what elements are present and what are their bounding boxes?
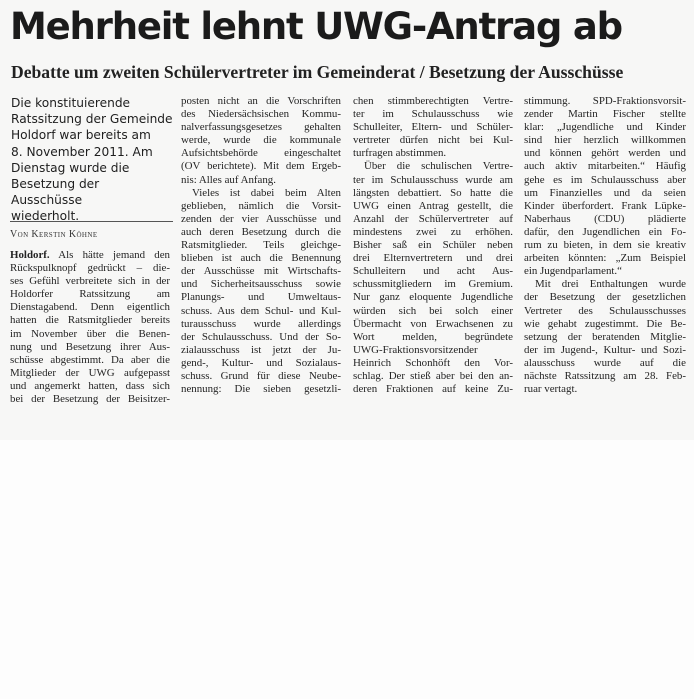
text-line: alausschuss wurde auf die	[524, 356, 686, 369]
text-line: Naberhaus (CDU) plädierte	[524, 212, 686, 225]
text-line: nis: Alles auf Anfang.	[181, 173, 276, 186]
text-line: arbeiten könnten: „Zum Beispiel	[524, 252, 686, 265]
text-line: Rückspulknopf gedrückt – die-	[10, 262, 170, 275]
article-column-1	[10, 249, 170, 406]
text-line: Schulleitern und acht Aus-	[353, 265, 513, 278]
intro-line: Ratssitzung der Gemeinde	[11, 112, 173, 127]
text-line: vertreter dürfen nicht bei Kul-	[353, 134, 513, 147]
byline-divider	[10, 221, 173, 222]
text-line: sind hier herzlich willkommen	[524, 134, 686, 147]
text-line: nung und Besetzung ihrer Aus-	[10, 340, 170, 353]
intro-line: Die konstituierende	[11, 96, 131, 110]
text-line: auch deren Besetzung durch die	[181, 225, 341, 238]
dateline: Holdorf.	[10, 249, 50, 261]
text-line: bei der Besetzung der Beisitzer-	[10, 393, 170, 406]
text-line: Nur ganz eloquente Jugendliche	[353, 291, 513, 304]
text-line: Übermacht von Erwachsenen zu	[353, 317, 513, 330]
text-line: der im Jugend-, Kultur- und Sozi-	[524, 343, 686, 356]
text-line: Ratsmitglieder. Teils gleichge-	[181, 239, 341, 252]
text-line: Planungs- und Umweltaus-	[181, 291, 341, 304]
text-line: Anzahl der Schülervertreter auf	[353, 212, 513, 225]
text-line: (OV berichtete). Mit dem Ergeb-	[181, 160, 341, 173]
text-line: ter im Schulausschuss wie	[353, 108, 513, 121]
text-line: schuss. Grund für diese Neube-	[181, 369, 341, 382]
text-line: rum zu bieten, in dem sie kreativ	[524, 239, 686, 252]
text-line: drei Elternvertretern und drei	[353, 252, 513, 265]
text-line: nächste Ratssitzung am 28. Feb-	[524, 369, 686, 382]
text-line: schüsse abgestimmt. Da aber die	[10, 353, 170, 366]
text-line: und können gehört werden und	[524, 147, 686, 160]
text-line: klar: „Jugendliche und Kinder	[524, 121, 686, 134]
text-line: würden sich bei solch einer	[353, 304, 513, 317]
text-line: der Besetzung der gesetzlichen	[524, 291, 686, 304]
text-line: turausschuss wurde allerdings	[181, 317, 341, 330]
text-line: Aufsichtsbehörde eingeschaltet	[181, 147, 341, 160]
text-line: werde, wurde die kommunale	[181, 134, 341, 147]
text-line: Mitglieder der UWG aufgepasst	[10, 366, 170, 379]
text-line: dafür, den Jugendlichen ein Fo-	[524, 225, 686, 238]
text-line: stimmung. SPD-Fraktionsvorsit-	[524, 95, 686, 107]
article-column-4	[524, 95, 686, 396]
article-column-2	[181, 95, 341, 396]
text-line: Vertreter des Schulausschusses	[524, 304, 686, 317]
text-line: Vieles ist dabei beim Alten	[192, 186, 341, 199]
text-line: schussmitgliedern im Gremium.	[353, 278, 513, 291]
text-line: deren Fraktionen auf keine Zu-	[353, 383, 513, 396]
text-line: turfragen abstimmen.	[353, 147, 447, 160]
text-line: der Ausschüsse mit Wirtschafts-	[181, 265, 341, 278]
article-column-3	[353, 95, 513, 396]
text-line: Bisher saß ein Schüler neben	[353, 239, 513, 252]
intro-line: Dienstag wurde die	[11, 160, 130, 175]
text-line: UWG einen Antrag gestellt, die	[353, 199, 513, 212]
text-line: der Schulausschuss. Und der So-	[181, 330, 341, 343]
text-line: blieben ist auch die Benennung	[181, 252, 341, 265]
text-line: setzung der beratenden Mitglie-	[524, 330, 686, 343]
text-line: und angemerkt hatten, dass sich	[10, 379, 170, 392]
intro-line: Holdorf war bereits am	[11, 128, 151, 143]
text-line: schlag. Der stieß aber bei den an-	[353, 369, 513, 382]
text-line	[10, 249, 170, 262]
text-line: gend-, Kultur- und Sozialaus-	[181, 356, 341, 369]
text-line: hatten die Ratsmitglieder bereits	[10, 314, 170, 327]
text-line: auch aktiv mitarbeiten.“ Häufig	[524, 160, 686, 173]
text-line: mindestens zwei zu erhöhen.	[353, 225, 513, 238]
text-line: nalverfassungsgesetzes gehalten	[181, 121, 341, 134]
text-line: geblieben, nämlich die Vorsit-	[181, 199, 341, 212]
text-line: Kinder überfordert. Frank Lüpke-	[524, 199, 686, 212]
text-line: ter im Schulausschuss wurde am	[353, 173, 513, 186]
text-line: Dienstagabend. Denn eigentlich	[10, 301, 170, 314]
text-fragment: Als hätte jemand den	[49, 249, 170, 261]
text-line: zender Martin Fischer stellte	[524, 108, 686, 121]
text-line: wie gehabt zugestimmt. Die Be-	[524, 317, 686, 330]
text-line: Heinrich Schonhöft den Vor-	[353, 356, 513, 369]
text-line: und Sicherheitsausschuss sowie	[181, 278, 341, 291]
text-line: des Niedersächsischen Kommu-	[181, 108, 341, 121]
intro-line: 8. November 2011. Am	[11, 144, 153, 159]
text-line: ruar vertagt.	[524, 383, 578, 396]
text-line: Schulleiter, Eltern- und Schüler-	[353, 121, 513, 134]
intro-teaser	[11, 95, 173, 225]
text-line: im November über die Benen-	[10, 327, 170, 340]
text-line: nennung: Die sieben gesetzli-	[181, 383, 341, 396]
text-line: schuss. Aus dem Schul- und Kul-	[181, 304, 341, 317]
text-line: posten nicht an die Vorschriften	[181, 95, 341, 107]
text-line: zenden der vier Ausschüsse und	[181, 212, 341, 225]
intro-line: wiederholt.	[11, 209, 80, 224]
text-line: ses Gefühl verbreitete sich in der	[10, 275, 170, 288]
text-line: zialausschuss ist jetzt der Ju-	[181, 343, 341, 356]
text-line: Wort melden, begründete	[353, 330, 513, 343]
text-line: um Finanzielles und da seien	[524, 186, 686, 199]
text-line: ein Jugendparlament.“	[524, 265, 622, 278]
intro-line: Besetzung der Ausschüsse	[11, 177, 100, 208]
text-line: UWG-Fraktionsvorsitzender	[353, 343, 478, 356]
text-line: längsten debattiert. So hatte die	[353, 186, 513, 199]
subheadline: Debatte um zweiten Schülervertreter im Gemeinderat / Besetzung der Ausschüsse	[11, 62, 624, 82]
headline: Mehrheit lehnt UWG-Antrag ab	[10, 5, 622, 48]
text-line: Mit drei Enthaltungen wurde	[535, 278, 686, 291]
text-line: Holdorfer Ratssitzung am	[10, 288, 170, 301]
text-line: Über die schulischen Vertre-	[364, 160, 513, 173]
text-line: gehe es im Schulausschuss aber	[524, 173, 686, 186]
text-line: chen stimmberechtigten Vertre-	[353, 95, 513, 107]
byline: Von Kerstin Köhne	[10, 229, 98, 240]
